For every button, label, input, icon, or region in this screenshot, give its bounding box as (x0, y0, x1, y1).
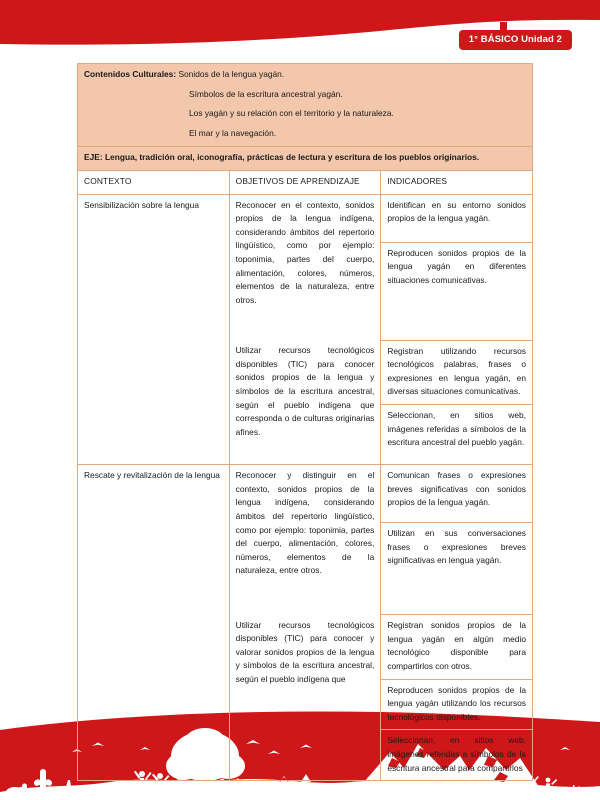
contenidos-line-1: Símbolos de la escritura ancestral yagán. (189, 88, 343, 99)
table-header-row (78, 171, 533, 195)
contenidos-line-0 (84, 68, 526, 82)
indicador-cell-1-0-0: Comunican frases o expresiones breves significativas con sonidos propios de la lengua yagán. (381, 465, 533, 523)
table-row (78, 194, 533, 242)
eje-cell: EJE: Lengua, tradición oral, iconografía, prácticas de lectura y escritura de los pueblos originarios. (78, 147, 533, 171)
contenidos-culturales-cell (78, 64, 533, 147)
contexto-cell-0: Sensibilización sobre la lengua (78, 194, 230, 340)
indicador-cell-1-0-1: Utilizan en sus conversaciones frases o expresiones breves significativas en lengua yagán. (381, 523, 533, 615)
indicador-cell-0-1-0: Registran utilizando recursos tecnológicos palabras, frases o expresiones en lengua yagán, en diversas situaciones comunicativas. (381, 340, 533, 404)
unit-badge: 1° BÁSICO Unidad 2 (459, 30, 572, 50)
contexto-cell-1: Rescate y revitalización de la lengua (78, 465, 230, 615)
objetivo-cell-1-1: Utilizar recursos tecnológicos disponibles (TIC) para conocer y valorar sonidos propios de la lengua y símbolos de la escritura ancestral, según el pueblo indígena que (229, 615, 381, 781)
contexto-cell-0-cont (78, 340, 230, 464)
contenidos-culturales-row (78, 64, 533, 147)
eje-row (78, 147, 533, 171)
column-header-objetivos: OBJETIVOS DE APRENDIZAJE (229, 171, 381, 195)
objetivo-cell-1-0: Reconocer y distinguir en el contexto, sonidos propios de la lengua indígena, considerando ámbitos del repertorio lingüístico, como por ejemplo: toponimia, partes del cuerpo, alimentación, colores, números, elementos de la naturaleza, entre otros. (229, 465, 381, 615)
column-header-contexto: CONTEXTO (78, 171, 230, 195)
objetivo-cell-0-0: Reconocer en el contexto, sonidos propios de la lengua indígena, considerando ámbitos del repertorio lingüístico, como por ejemplo: toponimia, partes del cuerpo, alimentación, colores, números, elementos de la naturaleza, entre otros. (229, 194, 381, 340)
contenidos-label: Contenidos Culturales: (84, 69, 177, 79)
objetivo-cell-0-1: Utilizar recursos tecnológicos disponibles (TIC) para conocer sonidos propios de la lengua y símbolos de la escritura ancestral, según el pueblo indígena que corresponda o de culturas originarias afines. (229, 340, 381, 464)
indicador-cell-1-1-2: Seleccionan, en sitios web, imágenes referidas a símbolos de la escritura ancestral para compartirlos (381, 730, 533, 781)
indicador-cell-0-0-0: Identifican en su entorno sonidos propios de la lengua yagán. (381, 194, 533, 242)
contenidos-line-3: El mar y la navegación. (189, 127, 277, 138)
table-row (78, 615, 533, 679)
contenidos-line-2: Los yagán y su relación con el territorio y la naturaleza. (189, 108, 394, 119)
program-sheet (77, 63, 533, 781)
program-table (77, 63, 533, 781)
table-row (78, 465, 533, 523)
indicador-cell-0-0-1: Reproducen sonidos propios de la lengua yagán en diferentes situaciones comunicativas. (381, 242, 533, 340)
column-header-indicadores: INDICADORES (381, 171, 533, 195)
table-row (78, 340, 533, 404)
indicador-cell-1-1-1: Reproducen sonidos propios de la lengua yagán utilizando los recursos tecnológicos disponibles. (381, 679, 533, 730)
indicador-cell-1-1-0: Registran sonidos propios de la lengua yagán en algún medio tecnológico disponible para compartirlos con otros. (381, 615, 533, 679)
indicador-cell-0-1-1: Seleccionan, en sitios web, imágenes referidas a símbolos de la escritura ancestral del pueblo yagán. (381, 405, 533, 465)
contenidos-first-line: Sonidos de la lengua yagán. (176, 69, 285, 79)
contexto-cell-1-cont (78, 615, 230, 781)
